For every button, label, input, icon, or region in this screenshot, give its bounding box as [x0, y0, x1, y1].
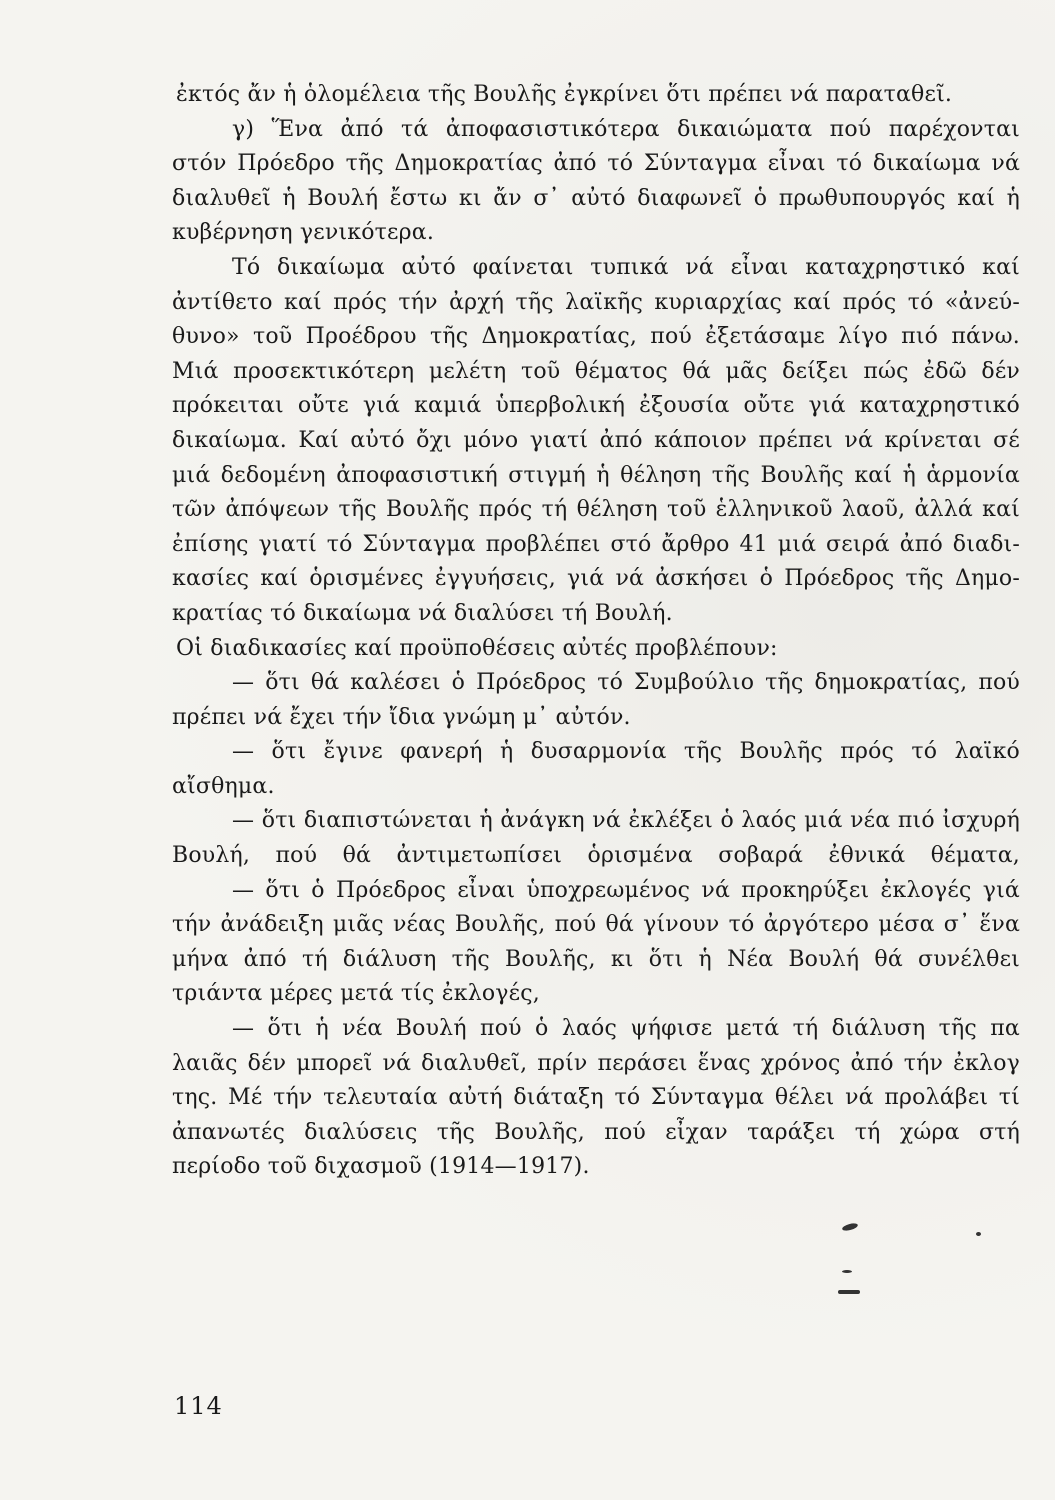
text-line: τῶν ἀπόψεων τῆς Βουλῆς πρός τή θέληση τοῦ ἑλληνικοῦ λαοῦ, ἀλλά καί — [172, 497, 1020, 523]
text-line: πρόκειται οὔτε γιά καμιά ὑπερβολική ἐξουσία οὔτε γιά καταχρηστικό — [172, 393, 1020, 419]
text-line: τριάντα μέρες μετά τίς ἐκλογές, — [172, 981, 540, 1007]
ink-mark — [841, 1222, 858, 1232]
text-line: περίοδο τοῦ διχασμοῦ (1914—1917). — [172, 1154, 590, 1180]
text-line: διαλυθεῖ ἡ Βουλή ἔστω κι ἄν σ᾿ αὐτό διαφωνεῖ ὁ πρωθυπουργός καί ἡ — [172, 185, 1020, 211]
ink-mark — [838, 1290, 860, 1294]
text-line: μιά δεδομένη ἀποφασιστική στιγμή ἡ θέληση τῆς Βουλῆς καί ἡ ἁρμονία — [172, 462, 1020, 488]
page-number: 114 — [174, 1392, 223, 1420]
text-line: λαιᾶς δέν μπορεῖ νά διαλυθεῖ, πρίν περάσει ἕνας χρόνος ἀπό τήν ἐκλογ — [172, 1050, 1020, 1076]
text-line: γ) Ἕνα ἀπό τά ἀποφασιστικότερα δικαιώματα πού παρέχονται — [232, 116, 1020, 142]
list-item: — ὅτι ἡ νέα Βουλή πού ὁ λαός ψήφισε μετά τή διάλυση τῆς πα — [232, 1016, 1020, 1042]
text-line: πρέπει νά ἔχει τήν ἴδια γνώμη μ᾿ αὐτόν. — [172, 704, 631, 730]
text-line: Μιά προσεκτικότερη μελέτη τοῦ θέματος θά μᾶς δείξει πώς ἐδῶ δέν — [172, 358, 1020, 384]
text-line: στόν Πρόεδρο τῆς Δημοκρατίας ἀπό τό Σύνταγμα εἶναι τό δικαίωμα νά — [172, 151, 1020, 177]
text-line: κρατίας τό δικαίωμα νά διαλύσει τή Βουλή. — [172, 600, 673, 626]
text-line: ἐκτός ἄν ἡ ὁλομέλεια τῆς Βουλῆς ἐγκρίνει ὅτι πρέπει νά παραταθεῖ. — [176, 82, 953, 107]
text-line: ἐπίσης γιατί τό Σύνταγμα προβλέπει στό ἄρθρο 41 μιά σειρά ἀπό διαδι- — [172, 531, 1020, 557]
text-line: Οἱ διαδικασίες καί προϋποθέσεις αὐτές προβλέπουν: — [176, 635, 778, 661]
text-line: ἀντίθετο καί πρός τήν ἀρχή τῆς λαϊκῆς κυριαρχίας καί πρός τό «ἀνεύ- — [172, 289, 1020, 315]
text-line: δικαίωμα. Καί αὐτό ὄχι μόνο γιατί ἀπό κάποιον πρέπει νά κρίνεται σέ — [172, 427, 1020, 453]
text-line: θυνο» τοῦ Προέδρου τῆς Δημοκρατίας, πού ἐξετάσαμε λίγο πιό πάνω. — [172, 324, 1020, 350]
text-line: μήνα ἀπό τή διάλυση τῆς Βουλῆς, κι ὅτι ἡ Νέα Βουλή θά συνέλθει — [172, 946, 1020, 972]
ink-mark — [842, 1270, 852, 1273]
text-line: Τό δικαίωμα αὐτό φαίνεται τυπικά νά εἶναι καταχρηστικό καί — [232, 254, 1020, 280]
text-line: αἴσθημα. — [172, 773, 275, 799]
body-text — [172, 78, 1020, 1185]
list-item: — ὅτι θά καλέσει ὁ Πρόεδρος τό Συμβούλιο τῆς δημοκρατίας, πού — [232, 670, 1020, 696]
text-line: κυβέρνηση γενικότερα. — [172, 220, 435, 246]
ink-mark — [976, 1232, 981, 1236]
text-line: ἀπανωτές διαλύσεις τῆς Βουλῆς, πού εἶχαν ταράξει τή χώρα στή — [172, 1119, 1020, 1145]
text-line: τήν ἀνάδειξη μιᾶς νέας Βουλῆς, πού θά γίνουν τό ἀργότερο μέσα σ᾿ ἕνα — [172, 912, 1020, 938]
list-item: — ὅτι ὁ Πρόεδρος εἶναι ὑποχρεωμένος νά προκηρύξει ἐκλογές γιά — [232, 877, 1020, 903]
list-item: — ὅτι διαπιστώνεται ἡ ἀνάγκη νά ἐκλέξει ὁ λαός μιά νέα πιό ἰσχυρή — [232, 808, 1020, 834]
list-item: — ὅτι ἔγινε φανερή ἡ δυσαρμονία τῆς Βουλῆς πρός τό λαϊκό — [232, 739, 1020, 765]
text-line: Βουλή, πού θά ἀντιμετωπίσει ὁρισμένα σοβαρά ἐθνικά θέματα, — [172, 843, 1020, 869]
text-line: κασίες καί ὁρισμένες ἐγγυήσεις, γιά νά ἀσκήσει ὁ Πρόεδρος τῆς Δημο- — [172, 566, 1020, 592]
text-line: της. Μέ τήν τελευταία αὐτή διάταξη τό Σύνταγμα θέλει νά προλάβει τί — [172, 1085, 1020, 1111]
